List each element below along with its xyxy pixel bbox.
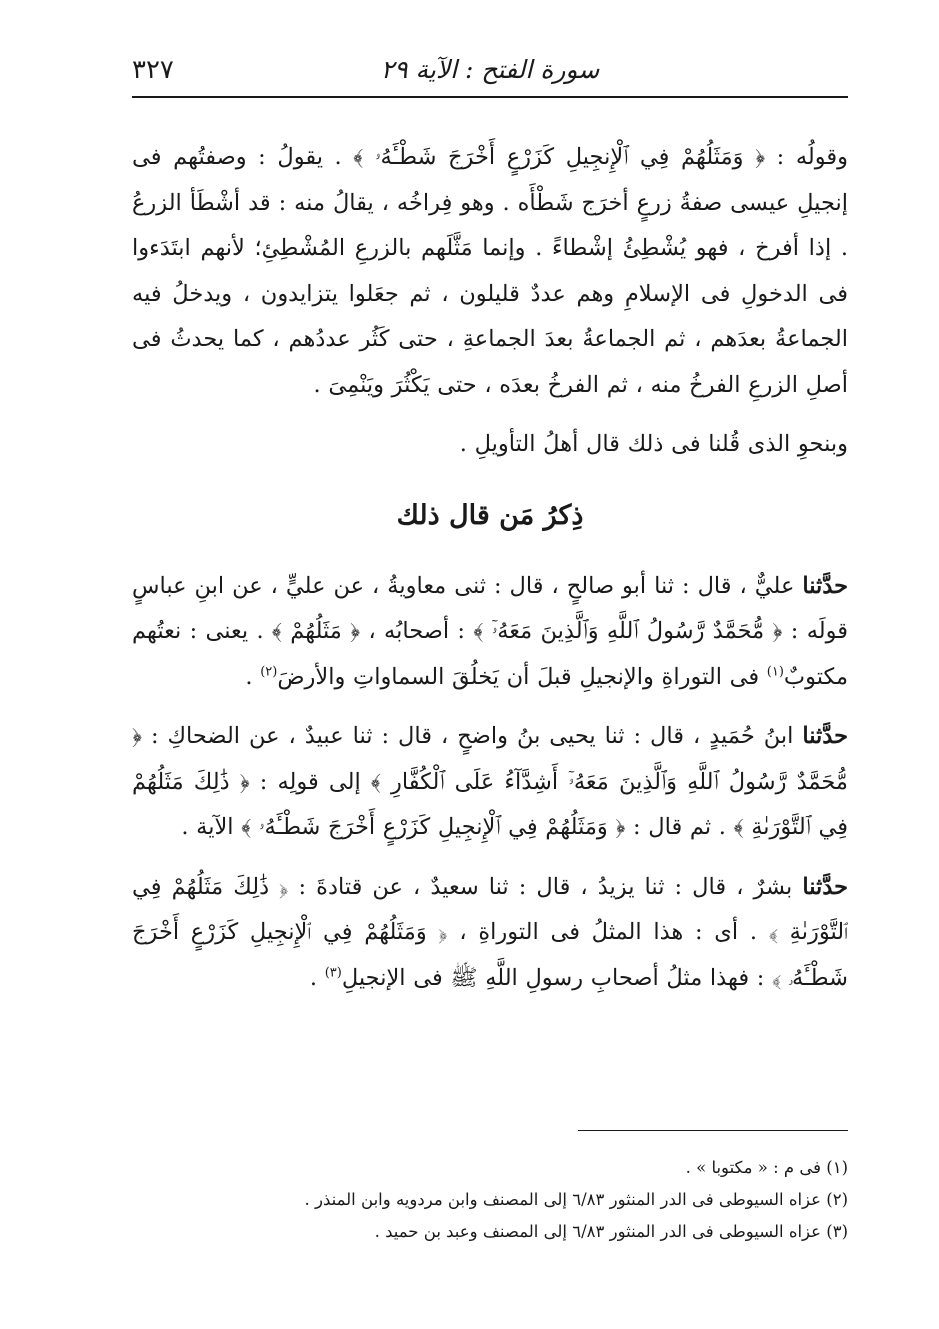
footnote-ref-2[interactable]: (٢) [260, 664, 278, 679]
footnote-1: (١) فى م : « مكتوبا » . [685, 1158, 848, 1177]
running-title: سورة الفتح : الآية ٢٩ [380, 55, 600, 84]
footnotes [132, 1152, 848, 1248]
narration-end: . [309, 964, 325, 991]
narration-1 [132, 564, 848, 701]
narration-2 [132, 714, 848, 851]
page-number: ٣٢٧ [132, 55, 174, 85]
narration-text: ابنُ حُمَيدٍ ، قال : ثنا يحيى بنُ واضحٍ ، قال : ثنا عبيدٌ ، عن الضحاكِ : ﴿ مُّحَمَّدٌ رَّسُولُ ٱللَّهِ وَٱلَّذِينَ مَعَهُۥٓ أَشِدَّآءُ عَلَى ٱلْكُفَّارِ ﴾ إلى قولِه : ﴿ ذَٰلِكَ مَثَلُهُمْ فِي ٱلتَّوْرَىٰةِ ﴾ . ثم قال : ﴿ وَمَثَلُهُمْ فِي ٱلْإِنجِيلِ كَزَرْعٍ أَخْرَجَ شَطْـَٔهُۥ ﴾ الآية . [132, 723, 848, 840]
page-body [132, 135, 848, 1001]
footnote-3: (٣) عزاه السيوطى فى الدر المنثور ٦/٨٣ إلى المصنف وعبد بن حميد . [374, 1222, 848, 1241]
narration-end: . [245, 663, 261, 690]
commentary-summary: وبنحوِ الذى قُلنا فى ذلك قال أهلُ التأويلِ . [459, 431, 848, 457]
commentary-paragraph: وقولُه : ﴿ وَمَثَلُهُمْ فِي ٱلْإِنجِيلِ كَزَرْعٍ أَخْرَجَ شَطْـَٔهُۥ ﴾ . يقولُ : وصفتُهم فى إنجيلِ عيسى صفةُ زرعٍ أخرَج شَطْأَه . وهو فِراخُه ، يقالُ منه : قد أشْطَأ الزرعُ . إذا أفرخ ، فهو يُشْطِئُ إشْطاءً . وإنما مَثَّلَهم بالزرعِ المُشْطِئِ؛ لأنهم ابتَدَءوا فى الدخولِ فى الإسلامِ وهم عددٌ قليلون ، ثم جعَلوا يتزايدون ، ويدخلُ فيه الجماعةُ بعدَهم ، ثم الجماعةُ بعدَ الجماعةِ ، حتى كَثُر عددُهم ، كما يحدثُ فى أصلِ الزرعِ الفرخُ منه ، ثم الفرخُ بعدَه ، حتى يَكْثُرَ ويَنْمِىَ . [132, 144, 848, 398]
narration-lead: حدَّثنا [802, 723, 848, 749]
page-header [132, 50, 848, 98]
footnote-2: (٢) عزاه السيوطى فى الدر المنثور ٦/٨٣ إلى المصنف وابن مردويه وابن المنذر . [304, 1190, 848, 1209]
narration-text: بشرٌ ، قال : ثنا يزيدُ ، قال : ثنا سعيدٌ ، عن قتادةَ : ﴿ ذَٰلِكَ مَثَلُهُمْ فِي ٱلتَّوْرَىٰةِ ﴾ . أى : هذا المثلُ فى التوراةِ ، ﴿ وَمَثَلُهُمْ فِي ٱلْإِنجِيلِ كَزَرْعٍ أَخْرَجَ شَطْـَٔهُۥ ﴾ : فهذا مثلُ أصحابِ رسولِ اللَّهِ ﷺ فى الإنجيلِ [132, 873, 848, 991]
footnote-ref-1[interactable]: (١) [766, 664, 784, 679]
section-heading: ذِكرُ مَن قال ذلك [396, 499, 584, 531]
footnote-divider [578, 1130, 848, 1131]
narration-3 [132, 865, 848, 1002]
narration-lead: حدَّثنا [802, 572, 849, 599]
narration-lead: حدَّثنا [802, 873, 849, 900]
narration-text: عليٌّ ، قال : ثنا أبو صالحٍ ، قال : ثنى معاويةُ ، عن عليٍّ ، عن ابنِ عباسٍ قولَه : ﴿ مُّحَمَّدٌ رَّسُولُ ٱللَّهِ وَٱلَّذِينَ مَعَهُۥٓ ﴾ : أصحابُه ، ﴿ مَثَلُهُمْ ﴾ . يعنى : نعتُهم مكتوبٌ [132, 572, 848, 690]
footnote-ref-3[interactable]: (٣) [324, 965, 342, 980]
narration-text-cont: فى التوراةِ والإنجيلِ قبلَ أن يَخلُقَ السماواتِ والأرضَ [277, 663, 767, 690]
